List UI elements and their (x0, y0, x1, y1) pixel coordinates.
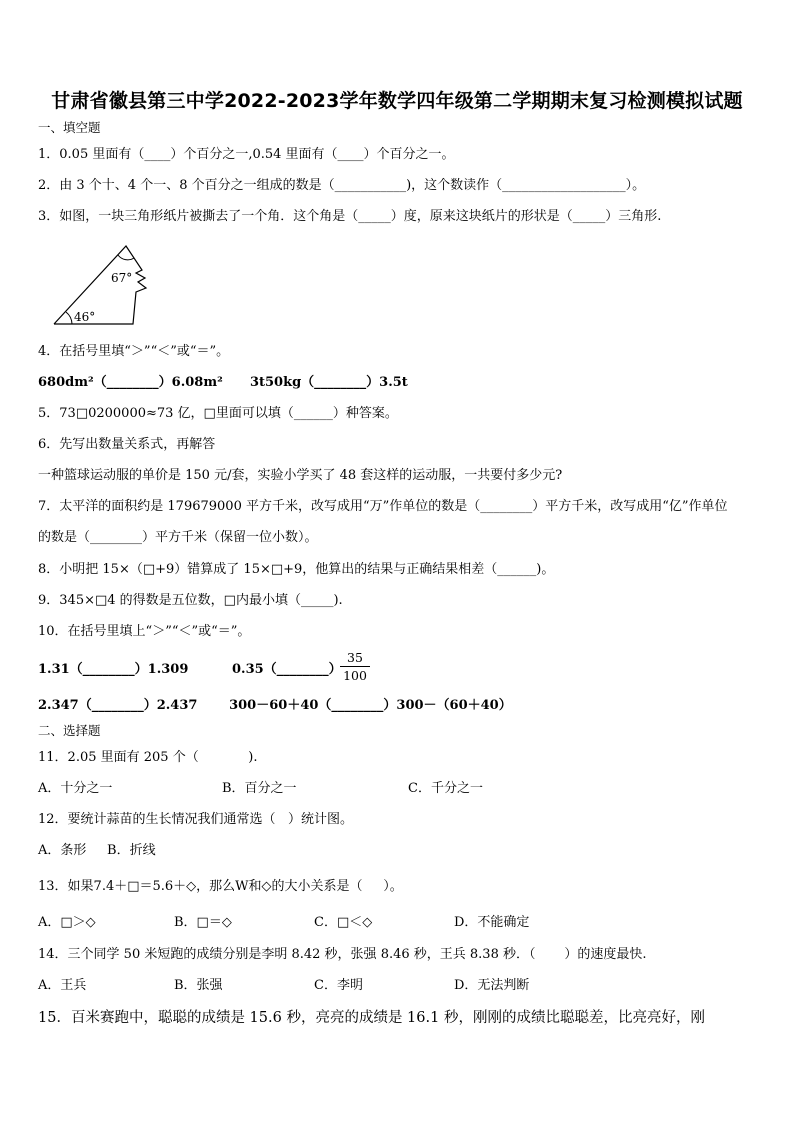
question-12: 12．要统计蒜苗的生长情况我们通常选（ ）统计图。 (38, 812, 353, 827)
question-7-continued: 的数是（________）平方千米（保留一位小数）。 (38, 530, 318, 545)
fraction-denominator: 100 (343, 668, 367, 683)
question-11-option-b: B．百分之一 (222, 781, 297, 796)
question-14-option-c: C．李明 (314, 978, 363, 993)
question-14: 14．三个同学 50 米短跑的成绩分别是李明 8.42 秒，张强 8.46 秒，王兵 8.38 秒．（ ）的速度最快. (38, 947, 647, 962)
question-15: 15．百米赛跑中，聪聪的成绩是 15.6 秒，亮亮的成绩是 16.1 秒，刚刚的成绩比聪聪差，比亮亮好，刚 (38, 1010, 705, 1026)
question-8: 8．小明把 15×（□+9）错算成了 15×□+9，他算出的结果与正确结果相差（______)。 (38, 562, 555, 577)
question-9: 9．345×□4 的得数是五位数，□内最小填（_____). (38, 593, 343, 608)
question-6-text: 一种篮球运动服的单价是 150 元/套，实验小学买了 48 套这样的运动服，一共要付多少元? (38, 468, 563, 483)
question-6: 6．先写出数量关系式，再解答 (38, 437, 216, 452)
question-2: 2．由 3 个十、4 个一、8 个百分之一组成的数是（___________)，这个数读作（___________________）。 (38, 178, 646, 193)
question-7: 7．太平洋的面积约是 179679000 平方千米，改写成用“万”作单位的数是（________）平方千米，改写成用“亿”作单位 (38, 499, 728, 514)
question-10-c: 2.347（________）2.437 300－60＋40（________）300－（60＋40） (38, 698, 512, 713)
question-14-option-b: B．张强 (174, 978, 223, 993)
fraction-35-100 (340, 650, 370, 683)
question-3: 3．如图，一块三角形纸片被撕去了一个角．这个角是（_____）度，原来这块纸片的形状是（_____）三角形. (38, 209, 662, 224)
question-11-option-a: A．十分之一 (38, 781, 113, 796)
question-10-b: 0.35（________） (232, 662, 342, 677)
question-11: 11．2.05 里面有 205 个（ ). (38, 750, 258, 765)
fraction-numerator: 35 (340, 650, 370, 667)
question-4: 4．在括号里填“＞”“＜”或“＝”。 (38, 344, 230, 359)
section-choice-heading: 二、选择题 (38, 723, 101, 738)
question-4-items: 680dm²（________）6.08m² 3t50kg（________）3.5t (38, 375, 408, 390)
section-fill-blank-heading: 一、填空题 (38, 120, 101, 135)
question-10-a: 1.31（________）1.309 (38, 662, 189, 677)
question-13-option-b: B．□＝◇ (174, 915, 232, 930)
question-1: 1．0.05 里面有（____）个百分之一,0.54 里面有（____）个百分之一。 (38, 147, 455, 162)
question-13-option-c: C．□＜◇ (314, 915, 373, 930)
question-11-option-c: C．千分之一 (408, 781, 483, 796)
torn-triangle-figure (50, 240, 160, 332)
angle-67-label: 67° (111, 271, 133, 285)
question-10: 10．在括号里填上“＞”“＜”或“＝”。 (38, 624, 251, 639)
question-5: 5．73□0200000≈73 亿，□里面可以填（______）种答案。 (38, 406, 398, 421)
question-14-option-a: A．王兵 (38, 978, 87, 993)
question-14-option-d: D．无法判断 (454, 978, 530, 993)
question-13-option-a: A．□＞◇ (38, 915, 96, 930)
page-title: 甘肃省徽县第三中学2022-2023学年数学四年级第二学期期末复习检测模拟试题 (51, 90, 743, 112)
question-13-option-d: D．不能确定 (454, 915, 530, 930)
angle-46-label: 46° (74, 310, 96, 324)
question-13: 13．如果7.4＋□＝5.6＋◇，那么W和◇的大小关系是（ ）。 (38, 879, 403, 894)
question-12-options: A．条形 B．折线 (38, 843, 156, 858)
